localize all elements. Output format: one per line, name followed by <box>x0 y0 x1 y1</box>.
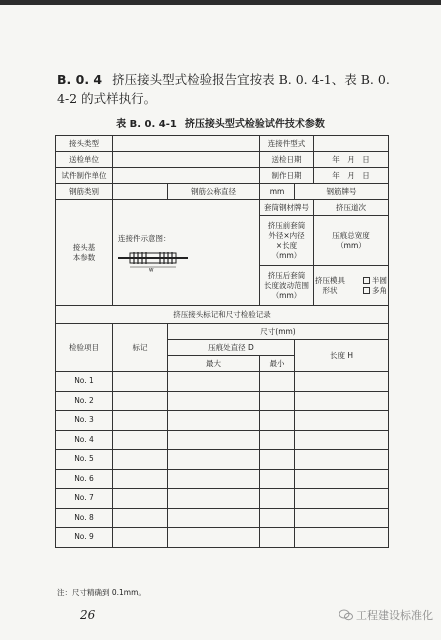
row-diameter-min <box>260 430 295 450</box>
inspection-rows <box>56 372 389 548</box>
specimen-parameter-table <box>55 135 389 548</box>
row-diameter-min <box>260 450 295 470</box>
connector-model-label: 连接件型式 <box>260 136 314 152</box>
row-diameter-max <box>168 469 260 489</box>
sleeve-grade-label: 套筒钢材牌号 <box>260 200 314 216</box>
row-diameter-max <box>168 391 260 411</box>
row-mark <box>113 508 168 528</box>
row-mark <box>113 430 168 450</box>
brand-text: 工程建设标准化 <box>356 609 433 622</box>
submission-date-value: 年 月 日 <box>314 152 389 168</box>
row-label: No. 5 <box>56 450 113 470</box>
section-text: 挤压接头型式检验报告宜按表 B. 0. 4-1、表 B. 0. 4-2 的式样执行。 <box>57 72 390 106</box>
connector-model-value <box>314 136 389 152</box>
row-diameter-min <box>260 372 295 392</box>
press-count-label: 挤压道次 <box>314 200 389 216</box>
row-label: No. 3 <box>56 411 113 431</box>
row-diameter-min <box>260 391 295 411</box>
row-length <box>295 391 389 411</box>
row-label: No. 9 <box>56 528 113 548</box>
chat-logo-icon <box>339 609 353 621</box>
max-label: 最大 <box>168 356 260 372</box>
rebar-diameter-label: 钢筋公称直径 <box>168 184 260 200</box>
row-mark <box>113 528 168 548</box>
mark-label: 标记 <box>113 324 168 372</box>
row-diameter-min <box>260 469 295 489</box>
row-diameter-max <box>168 430 260 450</box>
sleeve-length-range-label: 挤压后套筒 长度波动范围 （mm） <box>260 266 314 306</box>
brand-watermark <box>339 607 433 623</box>
connector-diagram-icon <box>118 248 188 272</box>
row-diameter-max <box>168 489 260 509</box>
rebar-type-value <box>113 184 168 200</box>
table-title: 挤压接头型式检验试件技术参数 <box>184 119 325 130</box>
connector-diagram-cell <box>113 200 260 306</box>
die-shape-label: 挤压模具 形状 <box>315 275 345 295</box>
row-label: No. 2 <box>56 391 113 411</box>
page-number: 26 <box>80 608 96 622</box>
row-label: No. 1 <box>56 372 113 392</box>
row-diameter-max <box>168 508 260 528</box>
row-length <box>295 469 389 489</box>
submitting-unit-value <box>113 152 260 168</box>
table-row <box>56 430 389 450</box>
row-diameter-min <box>260 411 295 431</box>
row-label: No. 8 <box>56 508 113 528</box>
specimen-maker-value <box>113 168 260 184</box>
row-length <box>295 508 389 528</box>
dimension-header: 尺寸(mm) <box>168 324 389 340</box>
manufacture-date-value: 年 月 日 <box>314 168 389 184</box>
row-label: No. 7 <box>56 489 113 509</box>
diagram-label: 连接件示意图： <box>118 233 171 243</box>
row-length <box>295 489 389 509</box>
die-shape-cell <box>314 266 389 306</box>
row-diameter-max <box>168 528 260 548</box>
table-row <box>56 372 389 392</box>
basic-params-label: 接头基 本参数 <box>56 200 113 306</box>
diagram-dimension-mark: W <box>149 268 154 272</box>
row-diameter-min <box>260 489 295 509</box>
table-row <box>56 528 389 548</box>
row-length <box>295 411 389 431</box>
row-diameter-max <box>168 372 260 392</box>
row-diameter-max <box>168 450 260 470</box>
specimen-maker-label: 试件制作单位 <box>56 168 113 184</box>
row-mark <box>113 411 168 431</box>
section-heading <box>57 70 397 108</box>
row-mark <box>113 469 168 489</box>
table-row <box>56 450 389 470</box>
die-option-semicircle: 半圆 <box>363 276 387 285</box>
joint-type-value <box>113 136 260 152</box>
row-label: No. 4 <box>56 430 113 450</box>
press-diameter-label: 压痕处直径 D <box>168 340 295 356</box>
inspection-item-label: 检验项目 <box>56 324 113 372</box>
checkbox-icon <box>363 287 370 294</box>
table-number: 表 B. 0. 4-1 <box>116 119 177 130</box>
record-title: 挤压接头标记和尺寸检验记录 <box>56 306 389 324</box>
row-mark <box>113 450 168 470</box>
row-length <box>295 450 389 470</box>
submitting-unit-label: 送检单位 <box>56 152 113 168</box>
row-mark <box>113 372 168 392</box>
row-diameter-min <box>260 528 295 548</box>
joint-type-label: 接头类型 <box>56 136 113 152</box>
rebar-type-label: 钢筋类别 <box>56 184 113 200</box>
length-label: 长度 H <box>295 340 389 372</box>
table-row <box>56 489 389 509</box>
table-row <box>56 411 389 431</box>
table-row <box>56 391 389 411</box>
top-border <box>0 0 441 5</box>
rebar-grade-label: 钢筋牌号 <box>295 184 389 200</box>
table-row <box>56 469 389 489</box>
row-diameter-min <box>260 508 295 528</box>
die-option-polygon: 多角 <box>363 286 387 295</box>
table-row <box>56 508 389 528</box>
checkbox-icon <box>363 277 370 284</box>
table-caption <box>0 115 441 130</box>
press-width-label: 压痕总宽度 （mm） <box>314 216 389 266</box>
rebar-diameter-unit: mm <box>260 184 295 200</box>
section-number: B. 0. 4 <box>57 72 103 87</box>
row-diameter-max <box>168 411 260 431</box>
manufacture-date-label: 制作日期 <box>260 168 314 184</box>
row-length <box>295 430 389 450</box>
min-label: 最小 <box>260 356 295 372</box>
sleeve-dims-label: 挤压前套筒 外径×内径 ×长度 （mm） <box>260 216 314 266</box>
footnote: 注：尺寸精确到 0.1mm。 <box>57 588 146 597</box>
row-mark <box>113 391 168 411</box>
submission-date-label: 送检日期 <box>260 152 314 168</box>
row-length <box>295 372 389 392</box>
row-label: No. 6 <box>56 469 113 489</box>
row-mark <box>113 489 168 509</box>
row-length <box>295 528 389 548</box>
